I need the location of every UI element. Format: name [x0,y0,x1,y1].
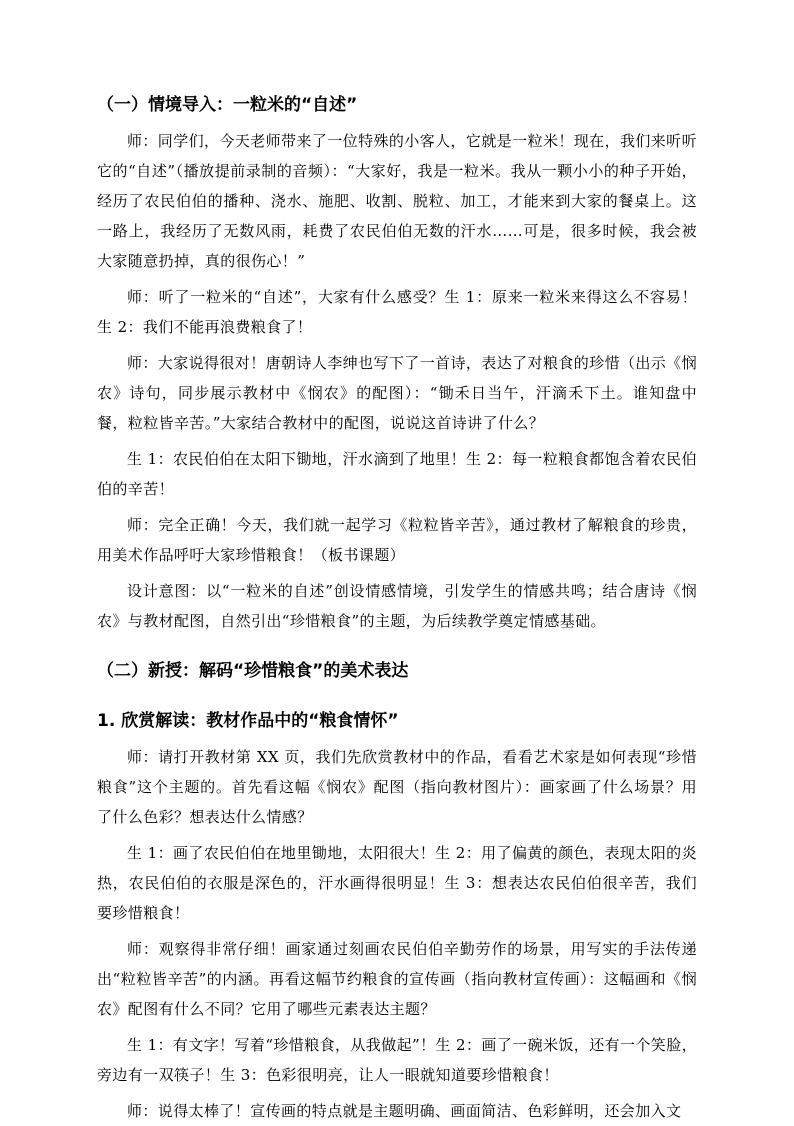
paragraph: 师：请打开教材第 XX 页，我们先欣赏教材中的作品，看看艺术家是如何表现“珍惜粮食”这个主题的。首先看这幅《悯农》配图（指向教材图片）：画家画了什么场景？用了什么色彩？想表达什么情感？ [97,748,697,826]
paragraph: 师：说得太棒了！宣传画的特点就是主题明确、画面简洁、色彩鲜明，还会加入文 [127,1102,682,1120]
paragraph: 生 1：有文字！写着“珍惜粮食，从我做起”！生 2：画了一碗米饭，还有一个笑脸，旁边有一双筷子！生 3：色彩很明亮，让人一眼就知道要珍惜粮食！ [97,1036,697,1084]
document-page [97,90,697,1126]
paragraph: 师：完全正确！今天，我们就一起学习《粒粒皆辛苦》，通过教材了解粮食的珍贵，用美术作品呼吁大家珍惜粮食！（板书课题） [97,516,697,564]
paragraph: 师：听了一粒米的“自述”，大家有什么感受？生 1：原来一粒米来得这么不容易！生 2：我们不能再浪费粮食了！ [97,288,697,336]
paragraph: 生 1：画了农民伯伯在地里锄地，太阳很大！生 2：用了偏黄的颜色，表现太阳的炎热，农民伯伯的衣服是深色的，汗水画得很明显！生 3：想表达农民伯伯很辛苦，我们要珍惜粮食！ [97,844,697,922]
sub-heading: 1. 欣赏解读：教材作品中的“粮食情怀” [97,711,399,731]
paragraph: 师：观察得非常仔细！画家通过刻画农民伯伯辛勤劳作的场景，用写实的手法传递出“粒粒皆辛苦”的内涵。再看这幅节约粮食的宣传画（指向教材宣传画）：这幅画和《悯农》配图有什么不同？它用了哪些元素表达主题？ [97,940,697,1018]
paragraph: 生 1：农民伯伯在太阳下锄地，汗水滴到了地里！生 2：每一粒粮食都饱含着农民伯伯的辛苦！ [97,450,697,498]
design-intent-paragraph: 设计意图：以“一粒米的自述”创设情感情境，引发学生的情感共鸣；结合唐诗《悯农》与教材配图，自然引出“珍惜粮食”的主题，为后续教学奠定情感基础。 [97,582,697,630]
paragraph: 师：同学们，今天老师带来了一位特殊的小客人，它就是一粒米！现在，我们来听听它的“自述”（播放提前录制的音频）：“大家好，我是一粒米。我从一颗小小的种子开始，经历了农民伯伯的播种、浇水、施肥、收割、脱粒、加工，才能来到大家的餐桌上。这一路上，我经历了无数风雨，耗费了农民伯伯无数的汗水……可是，很多时候，我会被大家随意扔掉，真的很伤心！” [97,132,697,270]
section-heading-2: （二）新授：解码“珍惜粮食”的美术表达 [97,661,409,681]
section-heading-1: （一）情境导入：一粒米的“自述” [97,95,358,115]
paragraph: 师：大家说得很对！唐朝诗人李绅也写下了一首诗，表达了对粮食的珍惜（出示《悯农》诗句，同步展示教材中《悯农》的配图）：“锄禾日当午，汗滴禾下土。谁知盘中餐，粒粒皆辛苦。”大家结合教材中的配图，说说这首诗讲了什么？ [97,354,697,432]
